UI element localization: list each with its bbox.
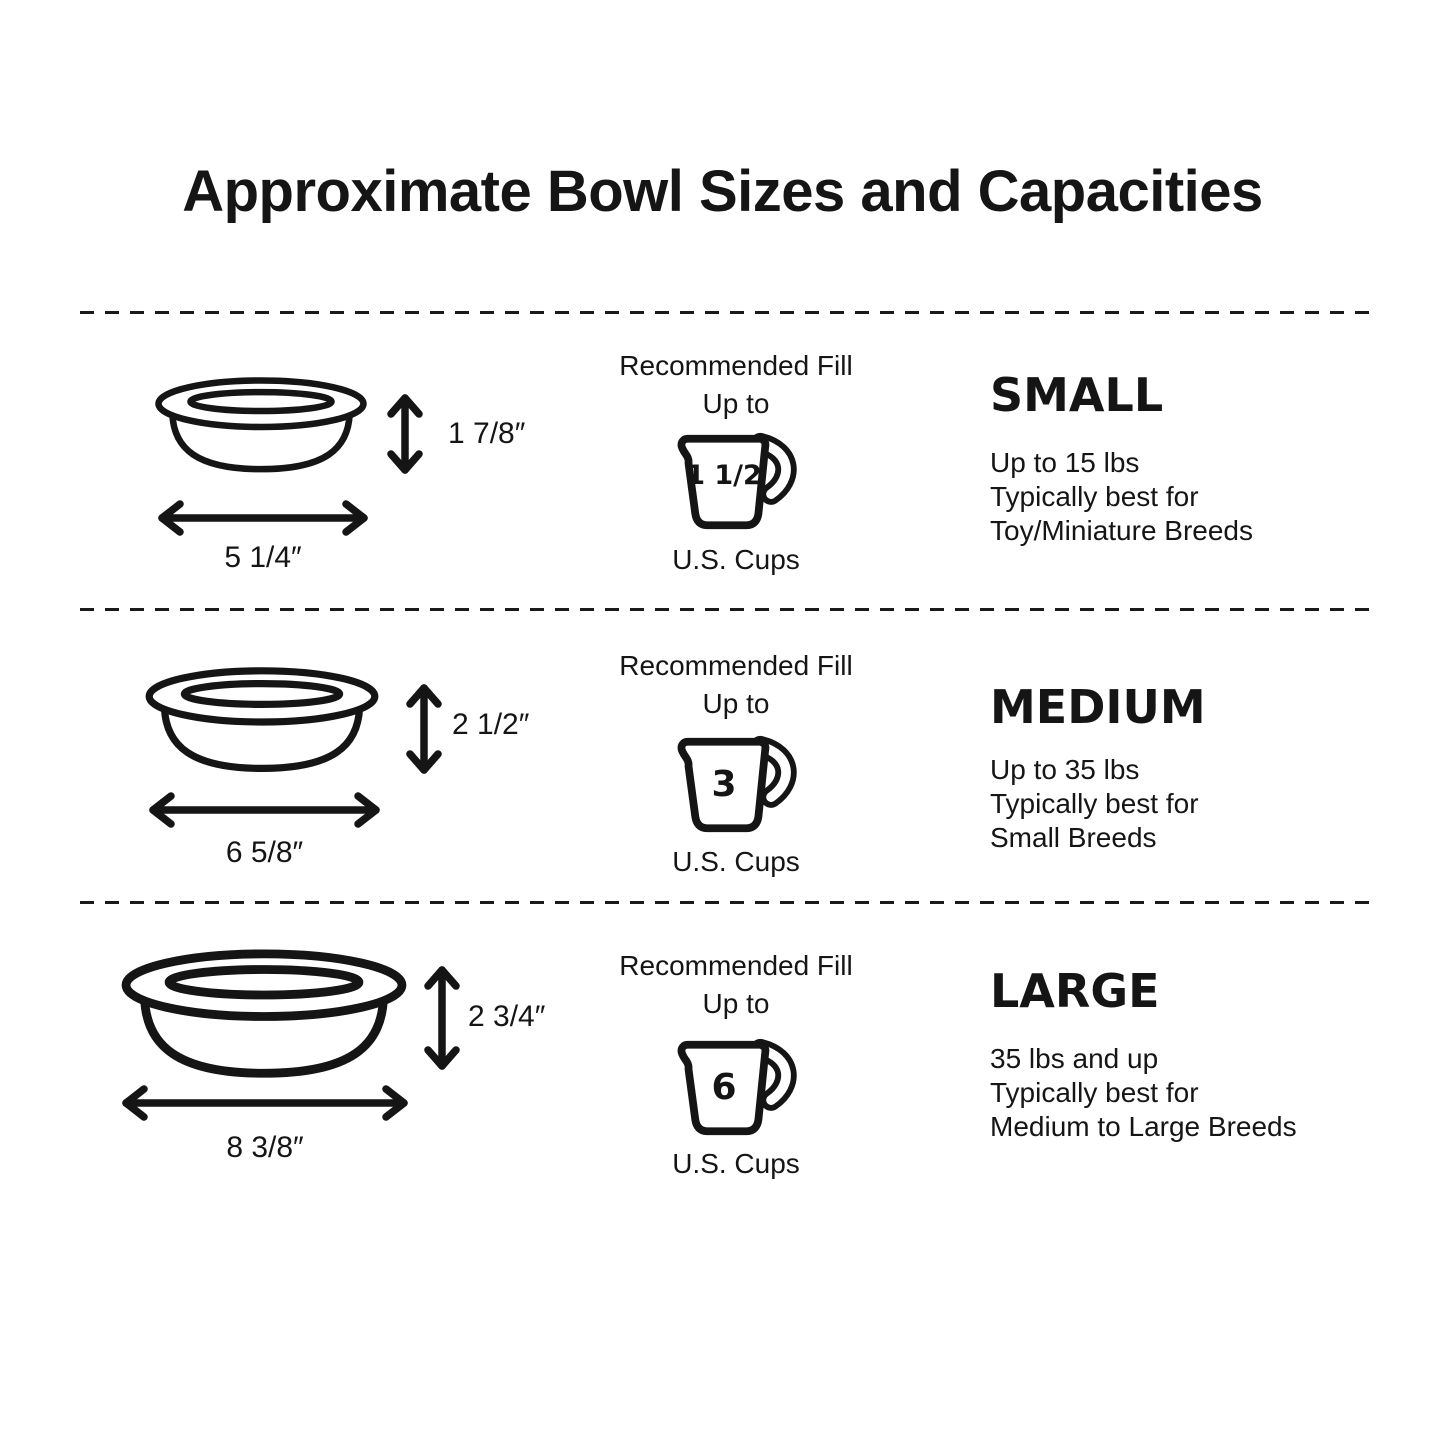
size-name-medium: MEDIUM xyxy=(990,680,1206,734)
size-description xyxy=(990,1042,1420,1144)
row-divider xyxy=(80,311,1372,314)
breed-note-line1: Typically best for xyxy=(990,788,1199,819)
breed-note-line2: Medium to Large Breeds xyxy=(990,1111,1297,1142)
breed-note-line2: Toy/Miniature Breeds xyxy=(990,515,1254,546)
cups-value: 1 1/2 xyxy=(686,460,762,491)
weight-range: Up to 35 lbs xyxy=(990,754,1140,785)
bowl-height-label: 2 1/2″ xyxy=(452,708,530,741)
cups-unit-label: U.S. Cups xyxy=(672,1148,800,1179)
recommended-fill-label: Recommended Fill xyxy=(619,650,853,681)
bowl-illustration xyxy=(152,376,370,478)
bowl-height-label: 2 3/4″ xyxy=(468,1000,546,1033)
cups-value: 3 xyxy=(711,764,737,805)
up-to-label: Up to xyxy=(702,688,770,719)
recommended-fill-label: Recommended Fill xyxy=(619,350,853,381)
page-title: Approximate Bowl Sizes and Capacities xyxy=(182,159,1263,224)
width-arrow-icon xyxy=(119,1085,411,1121)
cups-unit-label: U.S. Cups xyxy=(672,846,800,877)
row-divider xyxy=(80,901,1372,904)
size-name-small: SMALL xyxy=(990,368,1164,422)
cups-unit-label: U.S. Cups xyxy=(672,544,800,575)
weight-range: Up to 15 lbs xyxy=(990,447,1140,478)
width-arrow-icon xyxy=(155,500,371,536)
size-name-large: LARGE xyxy=(990,964,1160,1018)
recommended-fill-label: Recommended Fill xyxy=(619,950,853,981)
row-divider xyxy=(80,608,1372,611)
height-arrow-icon xyxy=(404,681,444,777)
bowl-illustration xyxy=(142,666,382,778)
bowl-diameter-label: 6 5/8″ xyxy=(225,836,304,869)
breed-note-line2: Small Breeds xyxy=(990,822,1157,853)
bowl-diameter-label: 5 1/4″ xyxy=(224,541,302,574)
height-arrow-icon xyxy=(422,963,462,1073)
breed-note-line1: Typically best for xyxy=(990,1077,1199,1108)
height-arrow-icon xyxy=(385,391,425,477)
up-to-label: Up to xyxy=(702,988,770,1019)
width-arrow-icon xyxy=(146,792,383,828)
bowl-height-label: 1 7/8″ xyxy=(448,417,526,450)
up-to-label: Up to xyxy=(702,388,770,419)
size-description xyxy=(990,446,1420,548)
size-description xyxy=(990,753,1420,855)
weight-range: 35 lbs and up xyxy=(990,1043,1159,1074)
bowl-illustration xyxy=(117,948,411,1085)
bowl-diameter-label: 8 3/8″ xyxy=(226,1131,304,1164)
breed-note-line1: Typically best for xyxy=(990,481,1199,512)
cups-value: 6 xyxy=(711,1067,737,1108)
